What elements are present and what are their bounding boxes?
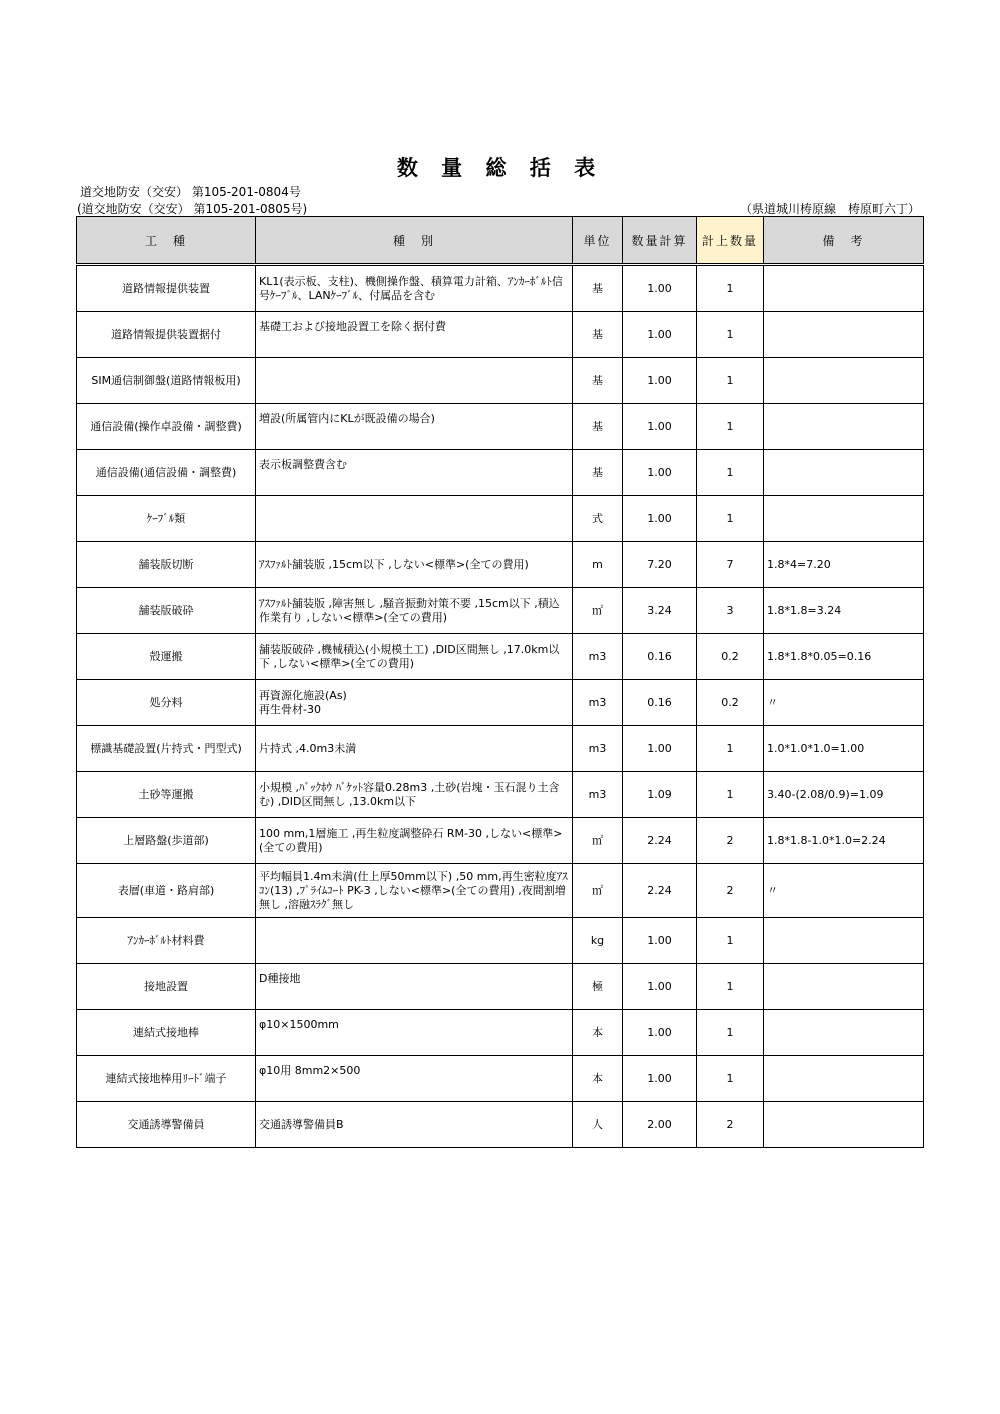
table-row — [77, 542, 924, 588]
row-category: φ10用 8mm2×500 — [256, 1056, 573, 1102]
table-row — [77, 496, 924, 542]
column-header-remarks: 備 考 — [764, 217, 924, 264]
row-remarks — [764, 450, 924, 496]
row-quantity-calc: 1.00 — [623, 404, 697, 450]
row-work-type: 接地設置 — [77, 964, 256, 1010]
row-category: 小規模 ,ﾊﾞｯｸﾎｳ ﾊﾞｹｯﾄ容量0.28m3 ,土砂(岩塊・玉石混り土含む) ,DID区間無し ,13.0km以下 — [256, 772, 573, 818]
row-category: 片持式 ,4.0m3未満 — [256, 726, 573, 772]
row-work-type: 上層路盤(歩道部) — [77, 818, 256, 864]
row-unit: 人 — [573, 1102, 623, 1148]
row-category: ｱｽﾌｧﾙﾄ舗装版 ,15cm以下 ,しない<標準>(全ての費用) — [256, 542, 573, 588]
row-category: 交通誘導警備員B — [256, 1102, 573, 1148]
row-remarks — [764, 1056, 924, 1102]
row-work-type: 連結式接地棒用ﾘｰﾄﾞ端子 — [77, 1056, 256, 1102]
row-quantity-calc: 0.16 — [623, 680, 697, 726]
row-unit: kg — [573, 918, 623, 964]
row-recorded-quantity: 1 — [697, 964, 764, 1010]
row-category: D種接地 — [256, 964, 573, 1010]
row-recorded-quantity: 1 — [697, 496, 764, 542]
row-unit: m3 — [573, 772, 623, 818]
row-quantity-calc: 2.00 — [623, 1102, 697, 1148]
row-recorded-quantity: 0.2 — [697, 680, 764, 726]
row-category: 100 mm,1層施工 ,再生粒度調整砕石 RM-30 ,しない<標準>(全ての費用) — [256, 818, 573, 864]
row-quantity-calc: 1.00 — [623, 496, 697, 542]
row-category: KL1(表示板、支柱)、機側操作盤、積算電力計箱、ｱﾝｶｰﾎﾞﾙﾄ信号ｹｰﾌﾞﾙ、LANｹｰﾌﾞﾙ、付属品を含む — [256, 266, 573, 312]
column-header-quantity-calc: 数量計算 — [623, 217, 697, 264]
row-work-type: 通信設備(通信設備・調整費) — [77, 450, 256, 496]
row-remarks: 1.8*1.8*0.05=0.16 — [764, 634, 924, 680]
table-row — [77, 404, 924, 450]
row-work-type: 標識基礎設置(片持式・門型式) — [77, 726, 256, 772]
row-recorded-quantity: 7 — [697, 542, 764, 588]
row-category — [256, 918, 573, 964]
column-header-category: 種 別 — [256, 217, 573, 264]
table-header — [76, 216, 924, 264]
row-quantity-calc: 1.00 — [623, 726, 697, 772]
row-recorded-quantity: 3 — [697, 588, 764, 634]
table-row — [77, 680, 924, 726]
table-row — [77, 450, 924, 496]
table-row — [77, 266, 924, 312]
row-recorded-quantity: 1 — [697, 266, 764, 312]
row-recorded-quantity: 1 — [697, 312, 764, 358]
row-remarks: 1.0*1.0*1.0=1.00 — [764, 726, 924, 772]
row-category — [256, 496, 573, 542]
row-quantity-calc: 1.00 — [623, 964, 697, 1010]
row-work-type: 土砂等運搬 — [77, 772, 256, 818]
row-work-type: ｱﾝｶｰﾎﾞﾙﾄ材料費 — [77, 918, 256, 964]
row-unit: 基 — [573, 404, 623, 450]
row-category — [256, 358, 573, 404]
row-unit: 基 — [573, 266, 623, 312]
row-unit: m3 — [573, 726, 623, 772]
row-quantity-calc: 2.24 — [623, 864, 697, 918]
row-quantity-calc: 1.00 — [623, 266, 697, 312]
table-row — [77, 1010, 924, 1056]
row-work-type: 殻運搬 — [77, 634, 256, 680]
table-row — [77, 312, 924, 358]
row-work-type: 通信設備(操作卓設備・調整費) — [77, 404, 256, 450]
row-remarks — [764, 312, 924, 358]
row-quantity-calc: 1.00 — [623, 918, 697, 964]
row-category: 表示板調整費含む — [256, 450, 573, 496]
row-work-type: SIM通信制御盤(道路情報板用) — [77, 358, 256, 404]
table-row — [77, 1056, 924, 1102]
quantity-table — [76, 265, 924, 1148]
row-recorded-quantity: 1 — [697, 918, 764, 964]
page-title: 数 量 総 括 表 — [396, 156, 604, 180]
row-recorded-quantity: 1 — [697, 1056, 764, 1102]
row-unit: ㎡ — [573, 588, 623, 634]
row-work-type: 連結式接地棒 — [77, 1010, 256, 1056]
row-quantity-calc: 3.24 — [623, 588, 697, 634]
row-unit: m3 — [573, 680, 623, 726]
row-category: 平均幅員1.4m未満(仕上厚50mm以下) ,50 mm,再生密粒度ｱｽｺﾝ(13) ,ﾌﾟﾗｲﾑｺｰﾄ PK-3 ,しない<標準>(全ての費用) ,夜間割増無し ,溶融ｽﾗｸﾞ無し — [256, 864, 573, 918]
column-header-recorded-quantity: 計上数量 — [697, 217, 764, 264]
row-work-type: 交通誘導警備員 — [77, 1102, 256, 1148]
row-quantity-calc: 1.00 — [623, 1056, 697, 1102]
row-recorded-quantity: 0.2 — [697, 634, 764, 680]
row-recorded-quantity: 1 — [697, 726, 764, 772]
table-row — [77, 726, 924, 772]
row-work-type: 舗装版破砕 — [77, 588, 256, 634]
row-quantity-calc: 1.00 — [623, 450, 697, 496]
row-unit: ㎡ — [573, 818, 623, 864]
row-remarks — [764, 1102, 924, 1148]
row-remarks: 3.40-(2.08/0.9)=1.09 — [764, 772, 924, 818]
location-label: （県道城川梼原線 梼原町六丁） — [739, 202, 920, 216]
table-row — [77, 818, 924, 864]
document-code: 道交地防安（交安） 第105-201-0804号 — [80, 185, 301, 199]
row-unit: 本 — [573, 1010, 623, 1056]
row-category: 再資源化施設(As) 再生骨材-30 — [256, 680, 573, 726]
row-remarks — [764, 358, 924, 404]
row-quantity-calc: 1.09 — [623, 772, 697, 818]
row-recorded-quantity: 1 — [697, 1010, 764, 1056]
table-row — [77, 634, 924, 680]
row-recorded-quantity: 1 — [697, 404, 764, 450]
row-work-type: 道路情報提供装置据付 — [77, 312, 256, 358]
row-remarks: 1.8*1.8=3.24 — [764, 588, 924, 634]
row-work-type: 舗装版切断 — [77, 542, 256, 588]
row-work-type: 表層(車道・路肩部) — [77, 864, 256, 918]
row-category: 基礎工および接地設置工を除く据付費 — [256, 312, 573, 358]
row-remarks — [764, 918, 924, 964]
row-remarks — [764, 1010, 924, 1056]
row-quantity-calc: 1.00 — [623, 1010, 697, 1056]
row-quantity-calc: 0.16 — [623, 634, 697, 680]
row-unit: 基 — [573, 312, 623, 358]
row-unit: m3 — [573, 634, 623, 680]
row-unit: 式 — [573, 496, 623, 542]
row-remarks: 〃 — [764, 680, 924, 726]
row-remarks — [764, 964, 924, 1010]
row-work-type: 処分料 — [77, 680, 256, 726]
row-recorded-quantity: 1 — [697, 450, 764, 496]
table-row — [77, 1102, 924, 1148]
row-remarks — [764, 266, 924, 312]
row-unit: ㎡ — [573, 864, 623, 918]
row-work-type: 道路情報提供装置 — [77, 266, 256, 312]
row-recorded-quantity: 1 — [697, 358, 764, 404]
row-recorded-quantity: 2 — [697, 818, 764, 864]
document-code-secondary: (道交地防安（交安） 第105-201-0805号) — [77, 202, 308, 216]
table-row — [77, 964, 924, 1010]
row-recorded-quantity: 2 — [697, 1102, 764, 1148]
row-remarks: 1.8*4=7.20 — [764, 542, 924, 588]
row-unit: 極 — [573, 964, 623, 1010]
table-row — [77, 772, 924, 818]
table-row — [77, 588, 924, 634]
row-recorded-quantity: 1 — [697, 772, 764, 818]
table-row — [77, 918, 924, 964]
row-unit: m — [573, 542, 623, 588]
row-category: 舗装版破砕 ,機械積込(小規模土工) ,DID区間無し ,17.0km以下 ,しない<標準>(全ての費用) — [256, 634, 573, 680]
column-header-work-type: 工 種 — [77, 217, 256, 264]
row-unit: 本 — [573, 1056, 623, 1102]
row-work-type: ｹｰﾌﾞﾙ類 — [77, 496, 256, 542]
row-remarks — [764, 404, 924, 450]
row-remarks: 1.8*1.8-1.0*1.0=2.24 — [764, 818, 924, 864]
row-category: φ10×1500mm — [256, 1010, 573, 1056]
row-remarks — [764, 496, 924, 542]
table-row — [77, 358, 924, 404]
column-header-unit: 単位 — [573, 217, 623, 264]
row-quantity-calc: 1.00 — [623, 358, 697, 404]
row-recorded-quantity: 2 — [697, 864, 764, 918]
row-quantity-calc: 7.20 — [623, 542, 697, 588]
row-unit: 基 — [573, 450, 623, 496]
row-category: 増設(所属管内にKLが既設備の場合) — [256, 404, 573, 450]
row-remarks: 〃 — [764, 864, 924, 918]
row-unit: 基 — [573, 358, 623, 404]
row-quantity-calc: 2.24 — [623, 818, 697, 864]
row-category: ｱｽﾌｧﾙﾄ舗装版 ,障害無し ,騒音振動対策不要 ,15cm以下 ,積込作業有り ,しない<標準>(全ての費用) — [256, 588, 573, 634]
table-row — [77, 864, 924, 918]
row-quantity-calc: 1.00 — [623, 312, 697, 358]
